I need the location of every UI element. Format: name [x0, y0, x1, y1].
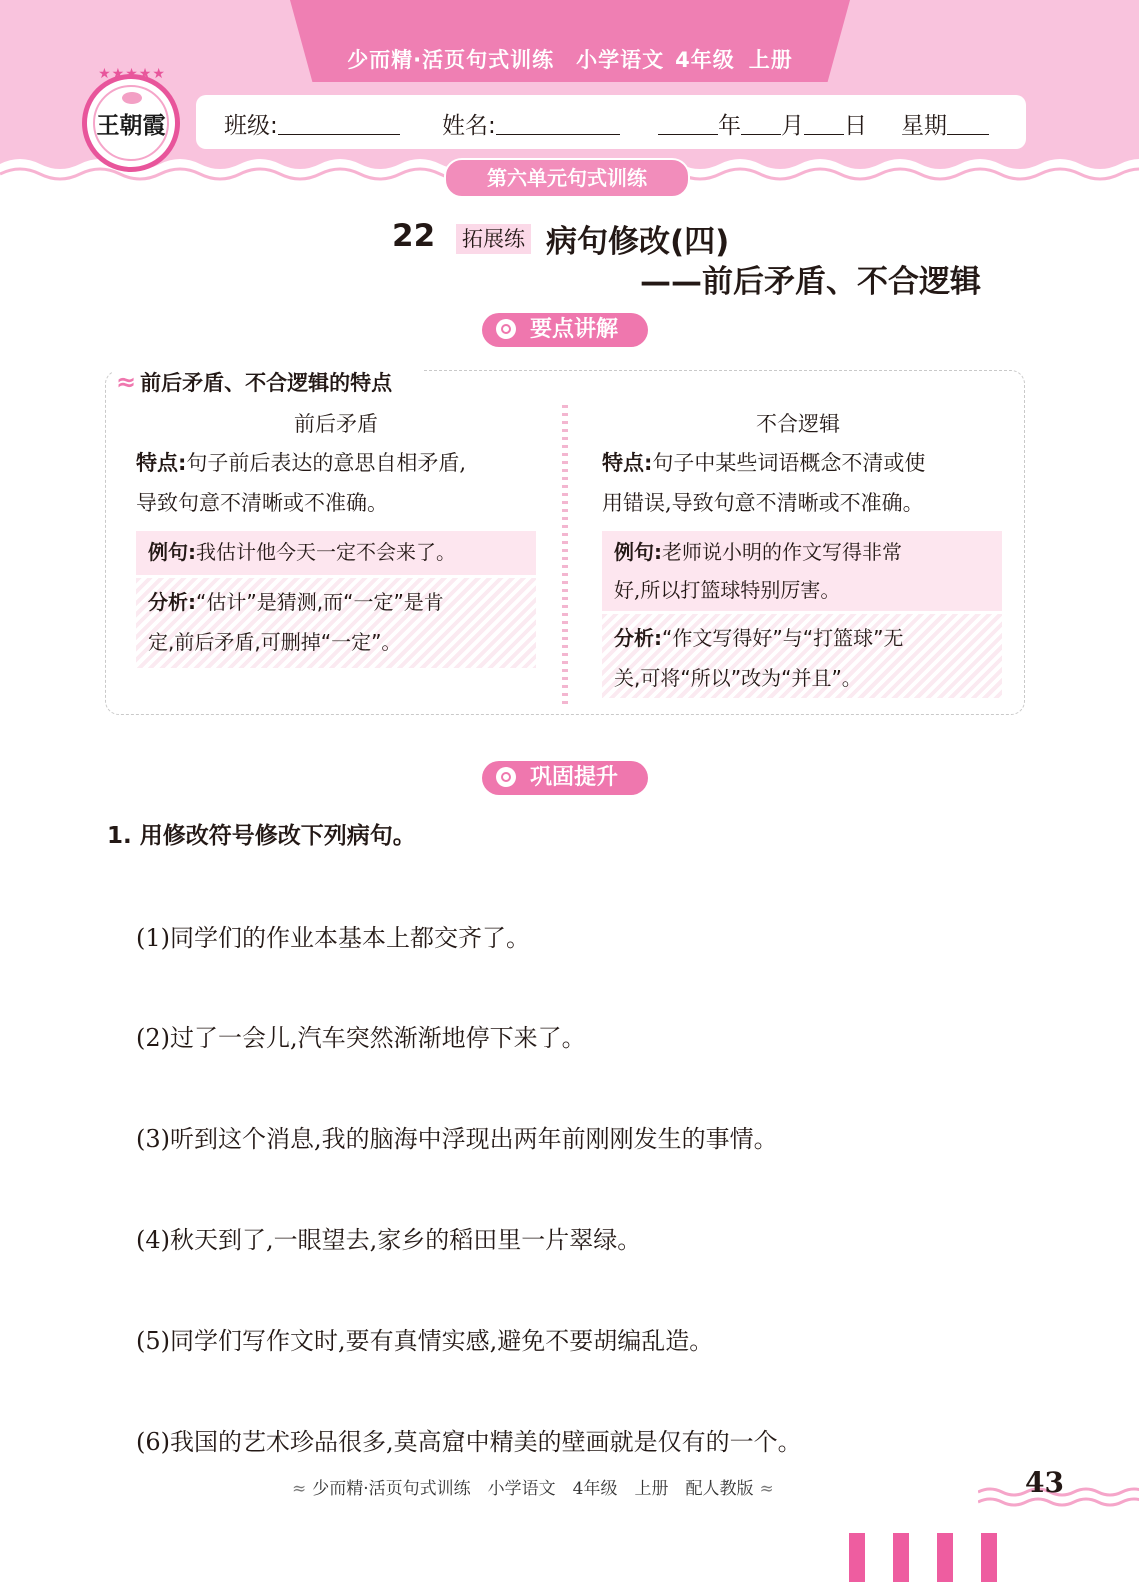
- wave-icon: ≈: [116, 368, 137, 396]
- question-item[interactable]: (6)我国的艺术珍品很多,莫高窟中精美的壁画就是仅有的一个。: [136, 1428, 802, 1456]
- question-item[interactable]: (4)秋天到了,一眼望去,家乡的稻田里一片翠绿。: [136, 1226, 642, 1254]
- right-analysis-text-2: 关,可将“所以”改为“并且”。: [614, 666, 862, 690]
- edge-bar: [981, 1533, 997, 1582]
- student-info-bar: [196, 95, 1026, 149]
- left-feature-text-2: 导致句意不清晰或不准确。: [136, 491, 388, 515]
- right-example-text-1: 老师说小明的作文写得非常: [662, 540, 902, 564]
- key-points-heading-text: 前后矛盾、不合逻辑的特点: [140, 371, 393, 395]
- year-label: 年: [718, 113, 741, 139]
- left-feature-label: 特点:: [136, 451, 187, 475]
- right-feature: [602, 443, 1012, 523]
- right-feature-text-1: 句子中某些词语概念不清或使: [652, 451, 926, 475]
- edge-bar: [849, 1533, 865, 1582]
- medal-icon: [496, 767, 516, 787]
- section-key-points: [482, 313, 648, 347]
- right-example-text-2: 好,所以打篮球特别厉害。: [614, 578, 841, 602]
- page-number: 43: [1025, 1466, 1064, 1499]
- date-field[interactable]: [658, 107, 989, 140]
- right-analysis-line-1: [614, 618, 990, 658]
- left-example-text: 我估计他今天一定不会来了。: [196, 540, 456, 564]
- edge-bar: [937, 1533, 953, 1582]
- class-blank[interactable]: [278, 112, 400, 135]
- series-name: 少而精·活页句式训练: [347, 48, 555, 72]
- column-divider: [562, 405, 568, 705]
- left-analysis: [136, 578, 536, 668]
- wave-icon: ≈: [759, 1479, 774, 1499]
- question-item[interactable]: (5)同学们写作文时,要有真情实感,避免不要胡编乱造。: [136, 1327, 714, 1355]
- name-label: 姓名:: [442, 113, 496, 139]
- class-field[interactable]: [224, 107, 400, 140]
- left-analysis-text-2: 定,前后矛盾,可删掉“一定”。: [148, 630, 402, 654]
- class-label: 班级:: [224, 113, 278, 139]
- left-example: [136, 531, 536, 575]
- logo-text: 王朝霞: [96, 112, 166, 139]
- lesson-tag: 拓展练: [456, 224, 531, 254]
- wave-icon: ≈: [292, 1479, 307, 1499]
- lesson-title: 病句修改(四): [546, 224, 730, 260]
- edge-bar: [893, 1533, 909, 1582]
- day-label: 日: [844, 113, 867, 139]
- right-example-label: 例句:: [614, 540, 662, 564]
- right-analysis-label: 分析:: [614, 626, 662, 650]
- logo-flower-icon: [122, 92, 142, 104]
- month-blank[interactable]: [741, 112, 781, 135]
- weekday-label: 星期: [901, 113, 947, 139]
- question-heading: 1. 用修改符号修改下列病句。: [107, 823, 416, 849]
- left-example-label: 例句:: [148, 540, 196, 564]
- section-practice-label: 巩固提升: [530, 765, 619, 790]
- subject: 小学语文: [576, 48, 665, 72]
- footer-series: 少而精·活页句式训练 小学语文 4年级 上册 配人教版: [312, 1479, 754, 1499]
- right-analysis-text-1: “作文写得好”与“打篮球”无: [662, 626, 904, 650]
- logo-stars-icon: ★★★★★: [98, 66, 166, 82]
- section-practice: [482, 761, 648, 795]
- lesson-subtitle: ——前后矛盾、不合逻辑: [640, 264, 981, 300]
- lesson-number: 22: [392, 218, 436, 254]
- left-analysis-text-1: “估计”是猜测,而“一定”是肯: [196, 590, 444, 614]
- unit-banner: 第六单元句式训练: [444, 158, 690, 198]
- name-field[interactable]: [442, 107, 620, 140]
- left-feature-line-1: [136, 443, 546, 483]
- question-item[interactable]: (2)过了一会儿,汽车突然渐渐地停下来了。: [136, 1024, 586, 1052]
- right-analysis: [602, 614, 1002, 698]
- weekday-blank[interactable]: [947, 112, 989, 135]
- right-feature-label: 特点:: [602, 451, 653, 475]
- left-analysis-line-1: [148, 582, 524, 622]
- footer-text: [286, 1474, 780, 1499]
- right-column-title: 不合逻辑: [756, 412, 840, 436]
- header-title: [290, 44, 850, 74]
- left-feature: [136, 443, 546, 523]
- left-feature-text-1: 句子前后表达的意思自相矛盾,: [186, 451, 467, 475]
- right-example-line-1: [614, 533, 990, 571]
- section-key-points-label: 要点讲解: [530, 317, 619, 342]
- logo: [82, 74, 180, 172]
- name-blank[interactable]: [496, 112, 620, 135]
- month-label: 月: [781, 113, 804, 139]
- right-example: [602, 531, 1002, 611]
- question-item[interactable]: (3)听到这个消息,我的脑海中浮现出两年前刚刚发生的事情。: [136, 1125, 778, 1153]
- left-column-title: 前后矛盾: [294, 412, 378, 436]
- volume: 上册: [748, 48, 793, 72]
- left-analysis-label: 分析:: [148, 590, 196, 614]
- question-item[interactable]: (1)同学们的作业本基本上都交齐了。: [136, 924, 530, 952]
- medal-icon: [496, 319, 516, 339]
- year-blank[interactable]: [658, 112, 718, 135]
- day-blank[interactable]: [804, 112, 844, 135]
- right-feature-line-1: [602, 443, 1012, 483]
- key-points-heading: [112, 362, 422, 402]
- grade: 4年级: [675, 48, 735, 72]
- right-feature-text-2: 用错误,导致句意不清晰或不准确。: [602, 491, 924, 515]
